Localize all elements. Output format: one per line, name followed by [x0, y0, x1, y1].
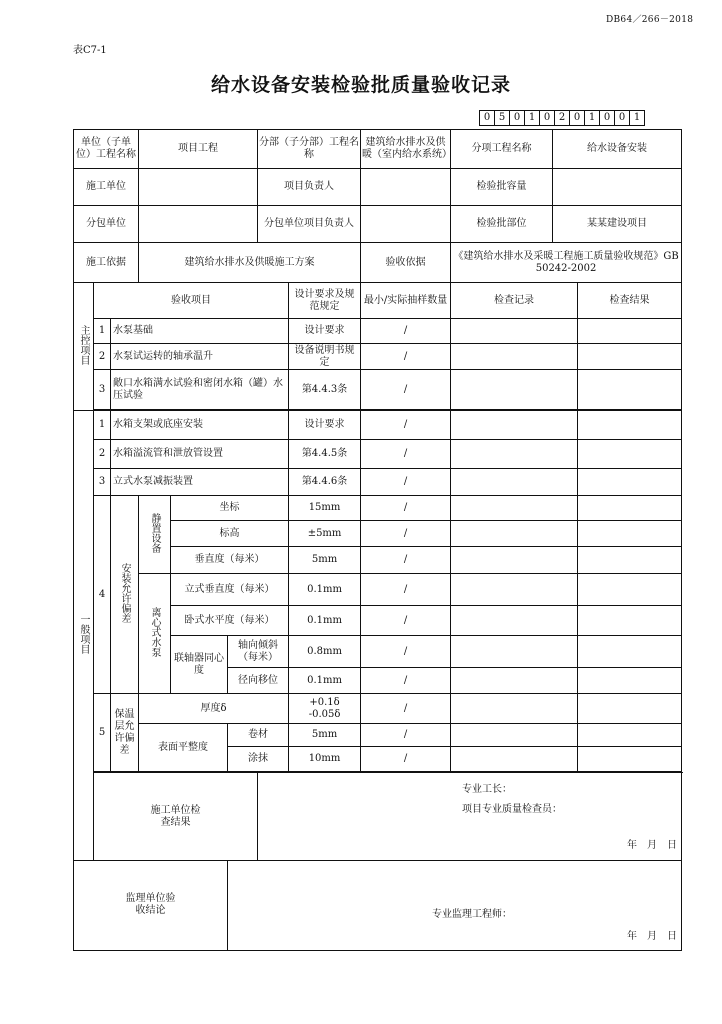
row-item: 水泵基础	[111, 319, 289, 344]
table-row	[74, 319, 682, 344]
basis-value: 建筑给水排水及供暖施工方案	[139, 243, 361, 283]
general-label	[74, 411, 94, 861]
sub-value	[139, 206, 258, 243]
row-result	[578, 574, 682, 606]
table-row	[74, 370, 682, 410]
row-no: 4	[94, 496, 111, 694]
col-sample: 最小/实际抽样数量	[361, 283, 451, 319]
row-item: 卷材	[228, 724, 289, 747]
page-title: 给水设备安装检验批质量验收记录	[210, 74, 511, 96]
row-sample: /	[361, 344, 451, 370]
col-design: 设计要求及规范规定	[289, 283, 361, 319]
row-record	[451, 411, 578, 440]
row-design: 第4.4.5条	[289, 440, 361, 469]
inspection-table	[73, 129, 682, 951]
row-result	[578, 344, 682, 370]
row-result	[578, 668, 682, 694]
col-result: 检查结果	[578, 283, 682, 319]
row-design: 15mm	[289, 496, 361, 521]
row-item: 轴向倾斜（每米）	[228, 636, 289, 668]
row-design: 5mm	[289, 724, 361, 747]
row-sample: /	[361, 694, 451, 724]
code-digit: 1	[584, 110, 600, 126]
row-sample: /	[361, 411, 451, 440]
row-sample: /	[361, 606, 451, 636]
row-result	[578, 370, 682, 410]
flatness-label: 表面平整度	[139, 724, 228, 772]
contractor-label: 施工单位	[74, 169, 139, 206]
part-value: 某某建设项目	[553, 206, 682, 243]
row-record	[451, 606, 578, 636]
code-digit: 5	[494, 110, 510, 126]
row-design: 设计要求	[289, 411, 361, 440]
col-item: 验收项目	[94, 283, 289, 319]
row-item: 标高	[171, 521, 289, 547]
table-row	[74, 440, 682, 469]
thickness-design-upper: +0.1δ	[309, 696, 340, 708]
row-sample: /	[361, 668, 451, 694]
row-record	[451, 319, 578, 344]
item4-text: 安装允许偏差	[119, 563, 131, 623]
row-no: 1	[94, 411, 111, 440]
row-design: 0.8mm	[289, 636, 361, 668]
row-sample: /	[361, 636, 451, 668]
row-record	[451, 521, 578, 547]
supervisor-result-text: 监理单位验收结论	[125, 893, 176, 916]
row-design: 设计要求	[289, 319, 361, 344]
row-item: 立式水泵减振装置	[111, 469, 289, 496]
date-label: 年 月 日	[627, 931, 678, 942]
row-result	[578, 636, 682, 668]
supervisor-result-label	[74, 861, 228, 951]
row-item: 涂抹	[228, 747, 289, 772]
row-result	[578, 747, 682, 772]
table-row	[74, 694, 682, 724]
subitem-value: 给水设备安装	[553, 130, 682, 169]
row-no: 1	[94, 319, 111, 344]
coupling-label: 联轴器同心度	[171, 636, 228, 694]
table-row	[74, 469, 682, 496]
main-control-text: 主控项目	[78, 325, 89, 365]
table-row	[74, 411, 682, 440]
code-digit: 0	[479, 110, 495, 126]
thickness-design-lower: -0.05δ	[308, 708, 341, 720]
row-record	[451, 344, 578, 370]
pump-text: 离心式水泵	[149, 607, 161, 657]
row-record	[451, 547, 578, 574]
table-row	[74, 344, 682, 370]
table-row	[74, 574, 682, 606]
row-result	[578, 521, 682, 547]
row-record	[451, 469, 578, 496]
engineer-label: 专业监理工程师：	[432, 909, 513, 920]
general-text: 一般项目	[78, 614, 89, 654]
row-item: 立式垂直度（每米）	[171, 574, 289, 606]
table-row	[74, 496, 682, 521]
row-item: 水箱支架或底座安装	[111, 411, 289, 440]
accept-value: 《建筑给水排水及采暖工程施工质量验收规范》GB50242-2002	[451, 243, 682, 283]
row-result	[578, 496, 682, 521]
row-item: 水泵试运转的轴承温升	[111, 344, 289, 370]
code-digit: 1	[524, 110, 540, 126]
row-no: 3	[94, 370, 111, 410]
basis-label: 施工依据	[74, 243, 139, 283]
row-sample: /	[361, 496, 451, 521]
main-control-label	[74, 283, 94, 411]
row-sample: /	[361, 440, 451, 469]
standard-number: DB64／266－2018	[606, 15, 694, 25]
contractor-sign-area	[258, 773, 682, 861]
row-no: 5	[94, 694, 111, 772]
row-sample: /	[361, 370, 451, 410]
row-sample: /	[361, 521, 451, 547]
unit-label: 单位（子单位）工程名称	[74, 130, 139, 169]
row-record	[451, 747, 578, 772]
pm-label: 项目负责人	[258, 169, 361, 206]
row-design: 0.1mm	[289, 606, 361, 636]
foreman-label: 专业工长：	[462, 784, 513, 795]
row-item: 垂直度（每米）	[171, 547, 289, 574]
row-item: 敞口水箱满水试验和密闭水箱（罐）水压试验	[111, 370, 289, 410]
row-result	[578, 694, 682, 724]
division-value: 建筑给水排水及供暖（室内给水系统）	[361, 130, 451, 169]
code-digit: 0	[599, 110, 615, 126]
row-result	[578, 411, 682, 440]
row-design: 5mm	[289, 547, 361, 574]
code-digit: 0	[614, 110, 630, 126]
row-design: 第4.4.3条	[289, 370, 361, 410]
row-design: 10mm	[289, 747, 361, 772]
row-record	[451, 668, 578, 694]
code-digit: 2	[554, 110, 570, 126]
row-sample: /	[361, 724, 451, 747]
row-sample: /	[361, 469, 451, 496]
code-digit: 0	[539, 110, 555, 126]
capacity-value	[553, 169, 682, 206]
row-result	[578, 319, 682, 344]
row-record	[451, 574, 578, 606]
row-design: ±5mm	[289, 521, 361, 547]
pm-value	[361, 169, 451, 206]
inspector-label: 项目专业质量检查员：	[462, 804, 563, 815]
contractor-result-label	[94, 773, 258, 861]
contractor-value	[139, 169, 258, 206]
table-row	[74, 724, 682, 747]
row-record	[451, 724, 578, 747]
row-record	[451, 694, 578, 724]
row-design: 设备说明书规定	[289, 344, 361, 370]
accept-label: 验收依据	[361, 243, 451, 283]
row-sample: /	[361, 319, 451, 344]
row-record	[451, 496, 578, 521]
contractor-result-text: 施工单位检查结果	[150, 805, 201, 828]
static-label	[139, 496, 171, 574]
row-record	[451, 440, 578, 469]
row-sample: /	[361, 574, 451, 606]
capacity-label: 检验批容量	[451, 169, 553, 206]
unit-value: 项目工程	[139, 130, 258, 169]
row-result	[578, 724, 682, 747]
code-digit: 1	[629, 110, 645, 126]
code-boxes	[480, 110, 645, 126]
row-item: 水箱溢流管和泄放管设置	[111, 440, 289, 469]
row-design: 0.1mm	[289, 668, 361, 694]
part-label: 检验批部位	[451, 206, 553, 243]
supervisor-sign-area	[228, 861, 682, 951]
row-no: 3	[94, 469, 111, 496]
thickness-label: 厚度δ	[139, 694, 289, 724]
pump-label	[139, 574, 171, 694]
item4-label	[111, 496, 139, 694]
row-sample: /	[361, 547, 451, 574]
row-result	[578, 547, 682, 574]
row-item: 卧式水平度（每米）	[171, 606, 289, 636]
row-sample: /	[361, 747, 451, 772]
sub-label: 分包单位	[74, 206, 139, 243]
row-result	[578, 606, 682, 636]
item5-label: 保温层允许偏差	[111, 694, 139, 772]
row-item: 径向移位	[228, 668, 289, 694]
sub-pm-value	[361, 206, 451, 243]
row-design: 第4.4.6条	[289, 469, 361, 496]
row-design	[289, 694, 361, 724]
static-text: 静置设备	[149, 513, 161, 553]
row-result	[578, 469, 682, 496]
row-no: 2	[94, 344, 111, 370]
col-record: 检查记录	[451, 283, 578, 319]
row-design: 0.1mm	[289, 574, 361, 606]
row-record	[451, 636, 578, 668]
code-digit: 0	[569, 110, 585, 126]
row-no: 2	[94, 440, 111, 469]
division-label: 分部（子分部）工程名称	[258, 130, 361, 169]
sub-pm-label: 分包单位项目负责人	[258, 206, 361, 243]
row-record	[451, 370, 578, 410]
form-number: 表C7-1	[73, 45, 107, 56]
subitem-label: 分项工程名称	[451, 130, 553, 169]
date-label: 年 月 日	[627, 840, 678, 851]
row-item: 坐标	[171, 496, 289, 521]
row-result	[578, 440, 682, 469]
code-digit: 0	[509, 110, 525, 126]
